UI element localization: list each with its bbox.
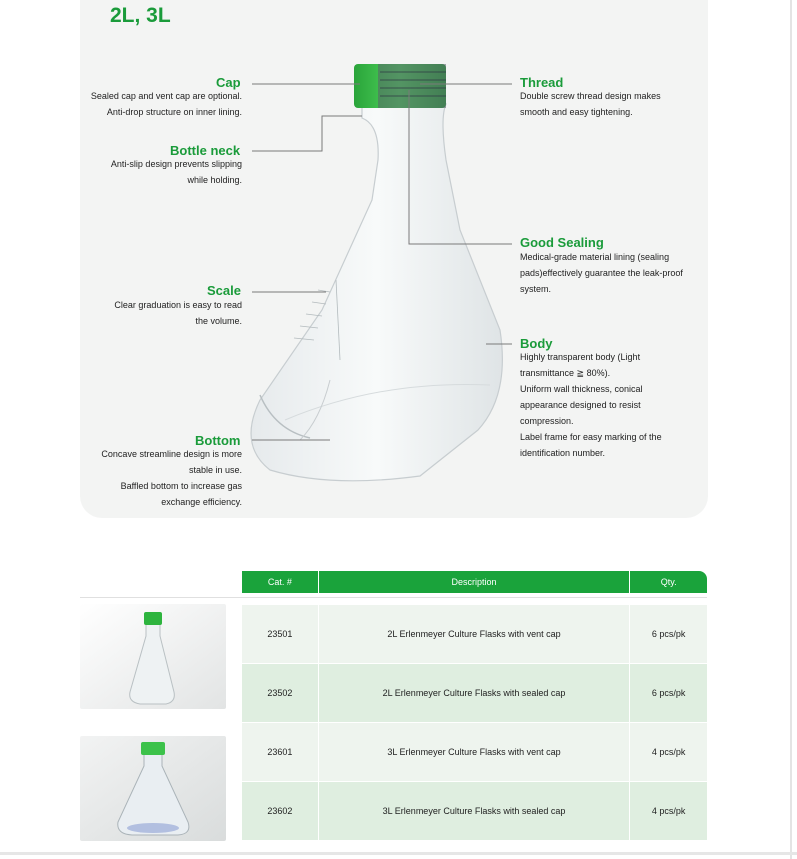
thread-label: Thread: [520, 75, 564, 90]
description: 2L Erlenmeyer Culture Flasks with sealed cap: [319, 664, 631, 722]
quantity: 4 pcs/pk: [651, 747, 686, 757]
table-row: [242, 723, 707, 781]
table-row: [242, 782, 707, 840]
header-qty: Qty.: [660, 577, 677, 587]
bottle-neck-description: Anti-slip design prevents slipping while holding.: [110, 159, 242, 185]
good-sealing-description: Medical-grade material lining (sealing pads)effectively guarantee the leak-proof system.: [520, 252, 683, 294]
bottom-label: Bottom: [195, 433, 241, 448]
body-description: Highly transparent body (Light transmittance ≧ 80%). Uniform wall thickness, conical appearance designed to resist compression. Label frame for easy marking of the identification number.: [520, 352, 662, 458]
header-cat: Cat. #: [242, 571, 319, 593]
table-row: [242, 664, 707, 722]
scale-label: Scale: [207, 283, 241, 298]
cat-number: 23602: [242, 782, 319, 840]
quantity: 4 pcs/pk: [651, 806, 686, 816]
table-header: [242, 571, 707, 593]
cat-number: 23501: [242, 605, 319, 663]
table-divider: [80, 597, 707, 598]
quantity: 6 pcs/pk: [651, 688, 686, 698]
page-title: 2L, 3L: [110, 4, 171, 27]
flask-cap: [354, 64, 446, 108]
cat-number: 23502: [242, 664, 319, 722]
header-description: Description: [319, 571, 631, 593]
scale-description: Clear graduation is easy to read the volume.: [114, 300, 242, 326]
cap-label: Cap: [216, 75, 241, 90]
good-sealing-label: Good Sealing: [520, 235, 604, 250]
table-row: [242, 605, 707, 663]
description: 3L Erlenmeyer Culture Flasks with sealed cap: [319, 782, 631, 840]
description: 3L Erlenmeyer Culture Flasks with vent cap: [319, 723, 631, 781]
bottle-neck-label: Bottle neck: [170, 143, 241, 158]
cap-description: Sealed cap and vent cap are optional. Anti-drop structure on inner lining.: [90, 91, 242, 117]
body-label: Body: [520, 336, 553, 351]
product-photo-2l: [80, 604, 226, 709]
bottom-description: Concave streamline design is more stable in use. Baffled bottom to increase gas exchange efficiency.: [101, 449, 242, 507]
thread-description: Double screw thread design makes smooth and easy tightening.: [520, 91, 661, 117]
cat-number: 23601: [242, 723, 319, 781]
description: 2L Erlenmeyer Culture Flasks with vent cap: [319, 605, 631, 663]
product-photo-3l: [80, 736, 226, 841]
quantity: 6 pcs/pk: [651, 629, 686, 639]
